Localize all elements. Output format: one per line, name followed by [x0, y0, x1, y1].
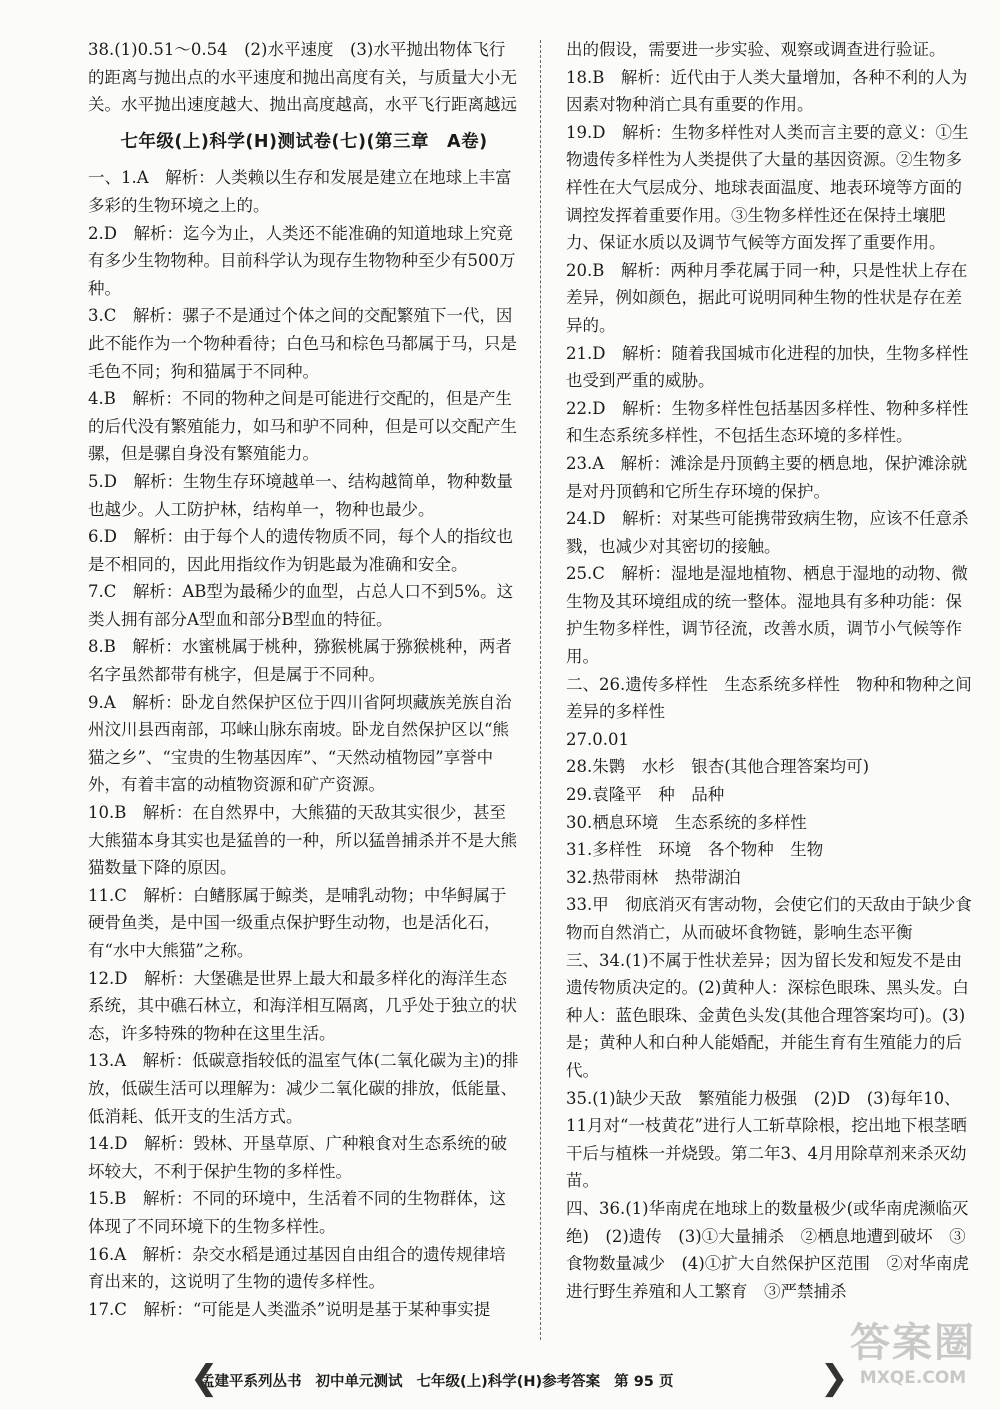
- right-column: [566, 36, 976, 1305]
- answer-item: [566, 560, 976, 670]
- answer-item: [566, 395, 976, 450]
- answer-item: [88, 578, 520, 633]
- answer-text: 29.袁隆平 种 品种: [566, 785, 725, 805]
- column-divider: [540, 40, 541, 1340]
- answer-text: 7.C 解析：AB型为最稀少的血型，占总人口不到5%。这类人拥有部分A型血和部分B型血的特征。: [88, 582, 514, 629]
- answer-item: [566, 864, 976, 892]
- answer-text: 16.A 解析：杂交水稻是通过基因自由组合的遗传规律培育出来的，这说明了生物的遗传多样性。: [88, 1244, 506, 1292]
- answer-text: 35.(1)缺少天敌 繁殖能力极强 (2)D (3)每年10、11月对“一枝黄花”进行人工斩草除根，挖出地下根茎晒干后与植株一并烧毁。第二年3、4月用除草剂来杀灭幼苗。: [566, 1088, 967, 1191]
- watermark-logo-text: 答案圈: [850, 1320, 976, 1366]
- footer-page: [614, 1370, 673, 1391]
- footer-series: 孟建平系列丛书: [200, 1374, 302, 1390]
- answer-text: 6.D 解析：由于每个人的遗传物质不同，每个人的指纹也是不相同的，因此用指纹作为钥匙最为准确和安全。: [88, 527, 513, 574]
- answer-text: 24.D 解析：对某些可能携带致病生物，应该不任意杀戮，也减少对其密切的接触。: [566, 509, 969, 556]
- answer-item: [566, 450, 976, 505]
- answer-text: 13.A 解析：低碳意指较低的温室气体(二氧化碳为主)的排放，低碳生活可以理解为：减少二氧化碳的排放，低能量、低消耗、低开支的生活方式。: [88, 1051, 519, 1126]
- answer-item: [88, 633, 520, 688]
- answer-item: [88, 1047, 520, 1130]
- answer-item: [566, 726, 976, 754]
- answer-item: [566, 809, 976, 837]
- answer-item: [566, 671, 976, 726]
- answer-text: 28.朱鹮 水杉 银杏(其他合理答案均可): [566, 757, 870, 777]
- answer-item: [566, 505, 976, 560]
- chevron-left-icon: ❮: [190, 1358, 219, 1398]
- footer-subject: 七年级(上)科学(H)参考答案: [416, 1374, 601, 1390]
- answer-item: [88, 882, 520, 965]
- answer-text: 19.D 解析：生物多样性对人类而言主要的意义：①生物遗传多样性为人类提供了大量的基因资源。②生物多样性在大气层成分、地球表面温度、地表环境等方面的调控发挥着重要作用。③生物多样性还在保持土壤肥力、保证水质以及调节气候等方面发挥了重要作用。: [566, 122, 969, 253]
- page-prefix: 第: [614, 1374, 629, 1390]
- answer-item: [566, 1085, 976, 1195]
- answer-text: 11.C 解析：白鳍豚属于鲸类，是哺乳动物；中华鲟属于硬骨鱼类，是中国一级重点保护野生动物，也是活化石，有“水中大熊猫”之称。: [88, 885, 507, 960]
- answer-item: [88, 1241, 520, 1296]
- footer-book: 初中单元测试: [315, 1374, 403, 1390]
- answer-text: 38.(1)0.51～0.54 (2)水平速度 (3)水平抛出物体飞行的距离与抛出点的水平速度和抛出高度有关，与质量大小无关。水平抛出速度越大、抛出高度越高，水平飞行距离越远: [88, 40, 517, 115]
- answer-text: 27.0.01: [566, 729, 629, 749]
- answer-item: [88, 799, 520, 882]
- answer-text: 22.D 解析：生物多样性包括基因多样性、物种多样性和生态系统多样性，不包括生态环境的多样性。: [566, 398, 969, 446]
- page-footer: [190, 1358, 849, 1398]
- answer-text: 21.D 解析：随着我国城市化进程的加快，生物多样性也受到严重的威胁。: [566, 343, 969, 391]
- answer-text: 8.B 解析：水蜜桃属于桃种，猕猴桃属于猕猴桃种，两者名字虽然都带有桃字，但是属于不同种。: [88, 637, 512, 685]
- answer-text: 3.C 解析：骡子不是通过个体之间的交配繁殖下一代，因此不能作为一个物种看待；白色马和棕色马都属于马，只是毛色不同；狗和猫属于不同种。: [88, 306, 517, 381]
- answer-text: 三、34.(1)不属于性状差异；因为留长发和短发不是由遗传物质决定的。(2)黄种人：深棕色眼珠、黑头发。白种人：蓝色眼珠、金黄色头发(其他合理答案均可)。(3)是；黄种人和白种人能婚配，并能生育有生殖能力的后代。: [566, 950, 969, 1080]
- section-heading: 七年级(上)科学(H)测试卷(七)(第三章 A卷): [120, 131, 488, 152]
- answer-text: 二、26.遗传多样性 生态系统多样性 物种和物种之间差异的多样性: [566, 674, 972, 722]
- answer-item: [566, 64, 976, 119]
- answer-text: 15.B 解析：不同的环境中，生活着不同的生物群体，这体现了不同环境下的生物多样性。: [88, 1189, 506, 1236]
- answer-item: [566, 836, 976, 864]
- answer-text: 一、1.A 解析：人类赖以生存和发展是建立在地球上丰富多彩的生物环境之上的。: [88, 168, 512, 215]
- answer-item: [566, 119, 976, 257]
- answer-text: 33.甲 彻底消灭有害动物，会使它们的天敌由于缺少食物而自然消亡，从而破坏食物链，影响生态平衡: [566, 895, 972, 942]
- answer-item: [566, 891, 976, 946]
- watermark-url: MXQE.COM: [859, 1368, 967, 1388]
- answer-item: [88, 523, 520, 578]
- answer-text: 18.B 解析：近代由于人类大量增加，各种不利的人为因素对物种消亡具有重要的作用。: [566, 67, 968, 115]
- answer-item: [88, 468, 520, 523]
- answer-item: [88, 164, 520, 219]
- answer-text: 20.B 解析：两种月季花属于同一种，只是性状上存在差异，例如颜色，据此可说明同种生物的性状是存在差异的。: [566, 260, 968, 335]
- answer-item: [88, 1185, 520, 1240]
- answer-item: [566, 753, 976, 781]
- answer-text: 31.多样性 环境 各个物种 生物: [566, 840, 824, 860]
- answer-text: 25.C 解析：湿地是湿地植物、栖息于湿地的动物、微生物及其环境组成的统一整体。湿地具有多种功能：保护生物多样性，调节径流，改善水质，调节小气候等作用。: [566, 564, 968, 667]
- answer-item: [88, 302, 520, 385]
- answer-item: [88, 965, 520, 1048]
- answer-text: 12.D 解析：大堡礁是世界上最大和最多样化的海洋生态系统，其中礁石林立，和海洋相互隔离，几乎处于独立的状态，许多特殊的物种在这里生活。: [88, 968, 517, 1043]
- answer-item: [566, 340, 976, 395]
- answer-text: 9.A 解析：卧龙自然保护区位于四川省阿坝藏族羌族自治州汶川县西南部，邛崃山脉东南坡。卧龙自然保护区以“熊猫之乡”、“宝贵的生物基因库”、“天然动植物园”享誉中外，有着丰富的动植物资源和矿产资源。: [88, 692, 512, 795]
- answer-item: [88, 1130, 520, 1185]
- answer-text: 四、36.(1)华南虎在地球上的数量极少(或华南虎濒临灭绝) (2)遗传 (3)①大量捕杀 ②栖息地遭到破坏 ③食物数量减少 (4)①扩大自然保护区范围 ②对华南虎进行野生养殖和人工繁育 ③严禁捕杀: [566, 1198, 969, 1301]
- answer-text: 出的假设，需要进一步实验、观察或调查进行验证。: [566, 40, 946, 59]
- answer-text: 5.D 解析：生物生存环境越单一、结构越简单，物种数量也越少。人工防护林，结构单一，物种也最少。: [88, 471, 513, 519]
- answer-item: [88, 1296, 520, 1324]
- answer-item: [566, 947, 976, 1085]
- answer-text: 30.栖息环境 生态系统的多样性: [566, 812, 807, 832]
- answer-text: 10.B 解析：在自然界中，大熊猫的天敌其实很少，甚至大熊猫本身其实也是猛兽的一种，所以猛兽捕杀并不是大熊猫数量下降的原因。: [88, 803, 517, 878]
- answer-text: 32.热带雨林 热带湖泊: [566, 867, 741, 887]
- answer-item: [88, 385, 520, 468]
- left-column: [88, 36, 520, 1323]
- answer-item: [566, 257, 976, 340]
- answer-text: 2.D 解析：迄今为止，人类还不能准确的知道地球上究竟有多少生物物种。目前科学认为现存生物物种至少有500万种。: [88, 223, 516, 298]
- answer-item-38: [88, 36, 520, 119]
- watermark-logo: [838, 1318, 988, 1402]
- page-number: 95: [633, 1374, 654, 1390]
- answer-text: 23.A 解析：滩涂是丹顶鹤主要的栖息地，保护滩涂就是对丹顶鹤和它所生存环境的保护。: [566, 453, 968, 501]
- chevron-right-icon: ❯: [820, 1358, 849, 1398]
- answer-item: [566, 1195, 976, 1305]
- answer-text: 17.C 解析：“可能是人类滥杀”说明是基于某种事实提: [88, 1299, 491, 1319]
- answer-item: [88, 220, 520, 303]
- answer-item: [566, 36, 976, 64]
- answer-text: 4.B 解析：不同的物种之间是可能进行交配的，但是产生的后代没有繁殖能力，如马和驴不同种，但是可以交配产生骡，但是骡自身没有繁殖能力。: [88, 389, 517, 464]
- answer-item: [88, 689, 520, 799]
- page-suffix: 页: [658, 1374, 674, 1390]
- answer-text: 14.D 解析：毁林、开垦草原、广种粮食对生态系统的破坏较大，不利于保护生物的多样性。: [88, 1134, 507, 1181]
- answer-item: [566, 781, 976, 809]
